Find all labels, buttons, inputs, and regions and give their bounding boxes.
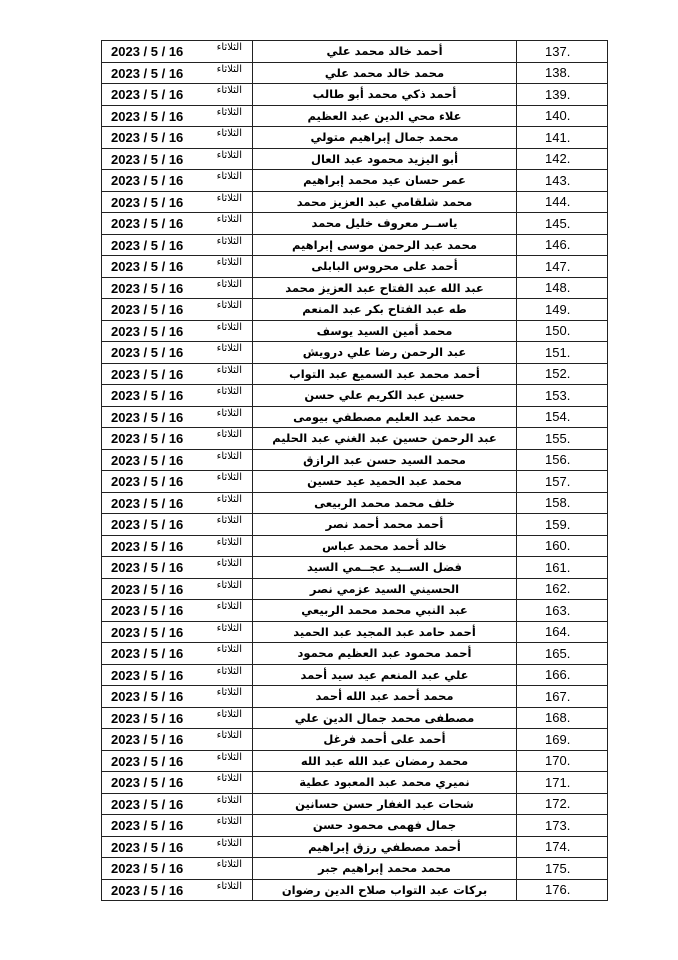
person-name: ياســر معروف خليل محمد xyxy=(253,213,517,235)
table-row xyxy=(102,729,608,751)
row-number: 167. xyxy=(517,686,608,708)
table-row xyxy=(102,471,608,493)
day-name: الثلاثاء xyxy=(216,665,242,677)
date-cell xyxy=(102,385,253,407)
person-name: أحمد على أحمد فرغل xyxy=(253,729,517,751)
person-name: أحمد خالد محمد علي xyxy=(253,41,517,63)
day-name: الثلاثاء xyxy=(216,106,242,118)
person-name: محمد أحمد عبد الله أحمد xyxy=(253,686,517,708)
date-cell xyxy=(102,363,253,385)
date-cell xyxy=(102,127,253,149)
day-name: الثلاثاء xyxy=(216,794,242,806)
date-value: 2023 / 5 / 16 xyxy=(111,818,184,833)
row-number: 157. xyxy=(517,471,608,493)
person-name: حسين عبد الكريم علي حسن xyxy=(253,385,517,407)
day-name: الثلاثاء xyxy=(216,128,242,139)
table-row xyxy=(102,621,608,643)
person-name: محمد خالد محمد علي xyxy=(253,62,517,84)
day-name: الثلاثاء xyxy=(216,214,242,225)
row-number: 138. xyxy=(517,62,608,84)
row-number: 156. xyxy=(517,449,608,471)
table-row xyxy=(102,514,608,536)
table-row xyxy=(102,320,608,342)
date-value: 2023 / 5 / 16 xyxy=(111,517,184,532)
person-name: جمال فهمى محمود حسن xyxy=(253,815,517,837)
day-name: الثلاثاء xyxy=(216,579,242,591)
person-name: أحمد محمود عبد العظيم محمود xyxy=(253,643,517,665)
person-name: محمد شلقامي عبد العزيز محمد xyxy=(253,191,517,213)
date-cell xyxy=(102,879,253,901)
date-cell xyxy=(102,105,253,127)
table-row xyxy=(102,535,608,557)
date-cell xyxy=(102,41,253,63)
day-name: الثلاثاء xyxy=(216,386,242,397)
date-cell xyxy=(102,256,253,278)
row-number: 160. xyxy=(517,535,608,557)
date-cell xyxy=(102,234,253,256)
table-row xyxy=(102,643,608,665)
date-cell xyxy=(102,449,253,471)
table-row xyxy=(102,170,608,192)
date-cell xyxy=(102,729,253,751)
table-row xyxy=(102,84,608,106)
person-name: محمد عبد العليم مصطفي بيومى xyxy=(253,406,517,428)
row-number: 166. xyxy=(517,664,608,686)
date-value: 2023 / 5 / 16 xyxy=(111,775,184,790)
date-cell xyxy=(102,514,253,536)
day-name: الثلاثاء xyxy=(216,407,242,419)
person-name: علاء محي الدين عبد العظيم xyxy=(253,105,517,127)
table-row xyxy=(102,256,608,278)
table-row xyxy=(102,277,608,299)
row-number: 143. xyxy=(517,170,608,192)
row-number: 140. xyxy=(517,105,608,127)
date-cell xyxy=(102,578,253,600)
day-name: الثلاثاء xyxy=(216,192,242,204)
table-row xyxy=(102,127,608,149)
table-row xyxy=(102,557,608,579)
day-name: الثلاثاء xyxy=(216,859,242,870)
date-value: 2023 / 5 / 16 xyxy=(111,44,184,59)
date-value: 2023 / 5 / 16 xyxy=(111,302,184,317)
row-number: 145. xyxy=(517,213,608,235)
table-row xyxy=(102,750,608,772)
person-name: نميري محمد عبد المعبود عطية xyxy=(253,772,517,794)
day-name: الثلاثاء xyxy=(216,278,242,290)
row-number: 154. xyxy=(517,406,608,428)
person-name: مصطفى محمد جمال الدين علي xyxy=(253,707,517,729)
date-cell xyxy=(102,148,253,170)
row-number: 163. xyxy=(517,600,608,622)
day-name: الثلاثاء xyxy=(216,536,242,548)
row-number: 149. xyxy=(517,299,608,321)
row-number: 165. xyxy=(517,643,608,665)
date-cell xyxy=(102,621,253,643)
date-value: 2023 / 5 / 16 xyxy=(111,87,184,102)
row-number: 139. xyxy=(517,84,608,106)
row-number: 162. xyxy=(517,578,608,600)
day-name: الثلاثاء xyxy=(216,493,242,505)
table-row xyxy=(102,342,608,364)
row-number: 148. xyxy=(517,277,608,299)
date-value: 2023 / 5 / 16 xyxy=(111,538,184,554)
day-name: الثلاثاء xyxy=(216,558,242,569)
table-row xyxy=(102,105,608,127)
date-cell xyxy=(102,471,253,493)
date-value: 2023 / 5 / 16 xyxy=(111,732,184,747)
date-cell xyxy=(102,213,253,235)
date-cell xyxy=(102,191,253,213)
date-value: 2023 / 5 / 16 xyxy=(111,689,184,704)
date-value: 2023 / 5 / 16 xyxy=(111,560,184,575)
row-number: 141. xyxy=(517,127,608,149)
date-cell xyxy=(102,277,253,299)
row-number: 172. xyxy=(517,793,608,815)
table-row xyxy=(102,578,608,600)
table-row xyxy=(102,363,608,385)
table-row xyxy=(102,707,608,729)
person-name: محمد عبد الحميد عيد حسين xyxy=(253,471,517,493)
day-name: الثلاثاء xyxy=(216,515,242,526)
person-name: فضل الســيد عجــمي السيد xyxy=(253,557,517,579)
date-cell xyxy=(102,320,253,342)
date-value: 2023 / 5 / 16 xyxy=(111,237,184,253)
date-value: 2023 / 5 / 16 xyxy=(111,130,184,145)
day-name: الثلاثاء xyxy=(216,837,242,849)
day-name: الثلاثاء xyxy=(216,773,242,784)
date-value: 2023 / 5 / 16 xyxy=(111,474,184,489)
row-number: 171. xyxy=(517,772,608,794)
day-name: الثلاثاء xyxy=(216,63,242,75)
day-name: الثلاثاء xyxy=(216,708,242,720)
table-row xyxy=(102,62,608,84)
date-value: 2023 / 5 / 16 xyxy=(111,646,184,661)
day-name: الثلاثاء xyxy=(216,257,242,268)
person-name: محمد محمد إبراهيم جبر xyxy=(253,858,517,880)
date-cell xyxy=(102,557,253,579)
table-row xyxy=(102,858,608,880)
date-cell xyxy=(102,62,253,84)
table-row xyxy=(102,406,608,428)
day-name: الثلاثاء xyxy=(216,364,242,376)
date-value: 2023 / 5 / 16 xyxy=(111,495,184,511)
row-number: 158. xyxy=(517,492,608,514)
date-cell xyxy=(102,84,253,106)
date-cell xyxy=(102,406,253,428)
person-name: عبد الرحمن رضا علي درويش xyxy=(253,342,517,364)
day-name: الثلاثاء xyxy=(216,235,242,247)
date-cell xyxy=(102,815,253,837)
person-name: أحمد على محروس البابلى xyxy=(253,256,517,278)
date-value: 2023 / 5 / 16 xyxy=(111,581,184,597)
day-name: الثلاثاء xyxy=(216,343,242,354)
table-row xyxy=(102,664,608,686)
table-row xyxy=(102,41,608,63)
person-name: شحات عبد الغفار حسن حسانين xyxy=(253,793,517,815)
date-value: 2023 / 5 / 16 xyxy=(111,259,184,274)
date-value: 2023 / 5 / 16 xyxy=(111,839,184,855)
table-row xyxy=(102,385,608,407)
person-name: محمد عبد الرحمن موسى إبراهيم xyxy=(253,234,517,256)
date-value: 2023 / 5 / 16 xyxy=(111,882,184,898)
day-name: الثلاثاء xyxy=(216,622,242,634)
table-row xyxy=(102,815,608,837)
table-row xyxy=(102,148,608,170)
table-row xyxy=(102,428,608,450)
person-name: محمد جمال إبراهيم متولي xyxy=(253,127,517,149)
person-name: عبد الله عبد الفتاح عبد العزيز محمد xyxy=(253,277,517,299)
person-name: محمد أمين السيد يوسف xyxy=(253,320,517,342)
date-cell xyxy=(102,664,253,686)
date-value: 2023 / 5 / 16 xyxy=(111,409,184,425)
date-value: 2023 / 5 / 16 xyxy=(111,280,184,296)
date-value: 2023 / 5 / 16 xyxy=(111,452,184,468)
day-name: الثلاثاء xyxy=(216,300,242,311)
date-value: 2023 / 5 / 16 xyxy=(111,603,184,618)
person-name: الحسيني السيد عزمي نصر xyxy=(253,578,517,600)
date-cell xyxy=(102,600,253,622)
day-name: الثلاثاء xyxy=(216,816,242,827)
date-value: 2023 / 5 / 16 xyxy=(111,861,184,876)
date-cell xyxy=(102,170,253,192)
table-row xyxy=(102,213,608,235)
row-number: 152. xyxy=(517,363,608,385)
day-name: الثلاثاء xyxy=(216,880,242,892)
date-cell xyxy=(102,535,253,557)
day-name: الثلاثاء xyxy=(216,429,242,440)
person-name: أحمد محمد عبد السميع عبد التواب xyxy=(253,363,517,385)
date-cell xyxy=(102,492,253,514)
person-name: محمد رمضان عبد الله عبد الله xyxy=(253,750,517,772)
date-value: 2023 / 5 / 16 xyxy=(111,151,184,167)
row-number: 137. xyxy=(517,41,608,63)
row-number: 174. xyxy=(517,836,608,858)
row-number: 168. xyxy=(517,707,608,729)
row-number: 146. xyxy=(517,234,608,256)
date-cell xyxy=(102,707,253,729)
person-name: عبد الرحمن حسين عبد الغني عبد الحليم xyxy=(253,428,517,450)
day-name: الثلاثاء xyxy=(216,450,242,462)
date-cell xyxy=(102,643,253,665)
table-body xyxy=(102,41,608,901)
row-number: 161. xyxy=(517,557,608,579)
date-value: 2023 / 5 / 16 xyxy=(111,753,184,769)
date-value: 2023 / 5 / 16 xyxy=(111,667,184,683)
day-name: الثلاثاء xyxy=(216,644,242,655)
attendance-table xyxy=(101,40,608,901)
date-value: 2023 / 5 / 16 xyxy=(111,710,184,726)
person-name: طه عبد الفتاح بكر عبد المنعم xyxy=(253,299,517,321)
row-number: 155. xyxy=(517,428,608,450)
row-number: 173. xyxy=(517,815,608,837)
date-value: 2023 / 5 / 16 xyxy=(111,173,184,188)
day-name: الثلاثاء xyxy=(216,601,242,612)
date-value: 2023 / 5 / 16 xyxy=(111,345,184,360)
date-value: 2023 / 5 / 16 xyxy=(111,624,184,640)
person-name: محمد السيد حسن عبد الرازق xyxy=(253,449,517,471)
date-value: 2023 / 5 / 16 xyxy=(111,431,184,446)
table-row xyxy=(102,234,608,256)
date-value: 2023 / 5 / 16 xyxy=(111,108,184,124)
table-row xyxy=(102,191,608,213)
table-row xyxy=(102,449,608,471)
person-name: أحمد مصطفي رزق إبراهيم xyxy=(253,836,517,858)
row-number: 159. xyxy=(517,514,608,536)
person-name: خالد أحمد محمد عباس xyxy=(253,535,517,557)
day-name: الثلاثاء xyxy=(216,85,242,96)
day-name: الثلاثاء xyxy=(216,472,242,483)
date-cell xyxy=(102,750,253,772)
day-name: الثلاثاء xyxy=(216,321,242,333)
row-number: 144. xyxy=(517,191,608,213)
day-name: الثلاثاء xyxy=(216,171,242,182)
row-number: 164. xyxy=(517,621,608,643)
date-cell xyxy=(102,428,253,450)
date-value: 2023 / 5 / 16 xyxy=(111,366,184,382)
date-value: 2023 / 5 / 16 xyxy=(111,796,184,812)
person-name: علي عبد المنعم عيد سيد أحمد xyxy=(253,664,517,686)
date-value: 2023 / 5 / 16 xyxy=(111,65,184,81)
day-name: الثلاثاء xyxy=(216,149,242,161)
row-number: 147. xyxy=(517,256,608,278)
table-row xyxy=(102,793,608,815)
day-name: الثلاثاء xyxy=(216,687,242,698)
person-name: أبو اليزيد محمود عبد العال xyxy=(253,148,517,170)
person-name: أحمد حامد عبد المجيد عبد الحميد xyxy=(253,621,517,643)
table-row xyxy=(102,686,608,708)
table-row xyxy=(102,299,608,321)
table-row xyxy=(102,772,608,794)
table-row xyxy=(102,600,608,622)
row-number: 150. xyxy=(517,320,608,342)
day-name: الثلاثاء xyxy=(216,751,242,763)
date-value: 2023 / 5 / 16 xyxy=(111,216,184,231)
date-cell xyxy=(102,772,253,794)
row-number: 169. xyxy=(517,729,608,751)
person-name: أحمد محمد أحمد نصر xyxy=(253,514,517,536)
row-number: 176. xyxy=(517,879,608,901)
date-value: 2023 / 5 / 16 xyxy=(111,194,184,210)
table-row xyxy=(102,492,608,514)
date-cell xyxy=(102,836,253,858)
date-cell xyxy=(102,299,253,321)
row-number: 170. xyxy=(517,750,608,772)
date-value: 2023 / 5 / 16 xyxy=(111,388,184,403)
date-cell xyxy=(102,793,253,815)
row-number: 175. xyxy=(517,858,608,880)
row-number: 151. xyxy=(517,342,608,364)
date-value: 2023 / 5 / 16 xyxy=(111,323,184,339)
day-name: الثلاثاء xyxy=(216,42,242,53)
date-cell xyxy=(102,342,253,364)
table-row xyxy=(102,836,608,858)
row-number: 153. xyxy=(517,385,608,407)
date-cell xyxy=(102,858,253,880)
person-name: خلف محمد محمد الربيعى xyxy=(253,492,517,514)
person-name: عبد النبي محمد محمد الربيعي xyxy=(253,600,517,622)
table-row xyxy=(102,879,608,901)
person-name: بركات عبد التواب صلاح الدين رضوان xyxy=(253,879,517,901)
day-name: الثلاثاء xyxy=(216,730,242,741)
row-number: 142. xyxy=(517,148,608,170)
person-name: أحمد ذكي محمد أبو طالب xyxy=(253,84,517,106)
person-name: عمر حسان عيد محمد إبراهيم xyxy=(253,170,517,192)
date-cell xyxy=(102,686,253,708)
